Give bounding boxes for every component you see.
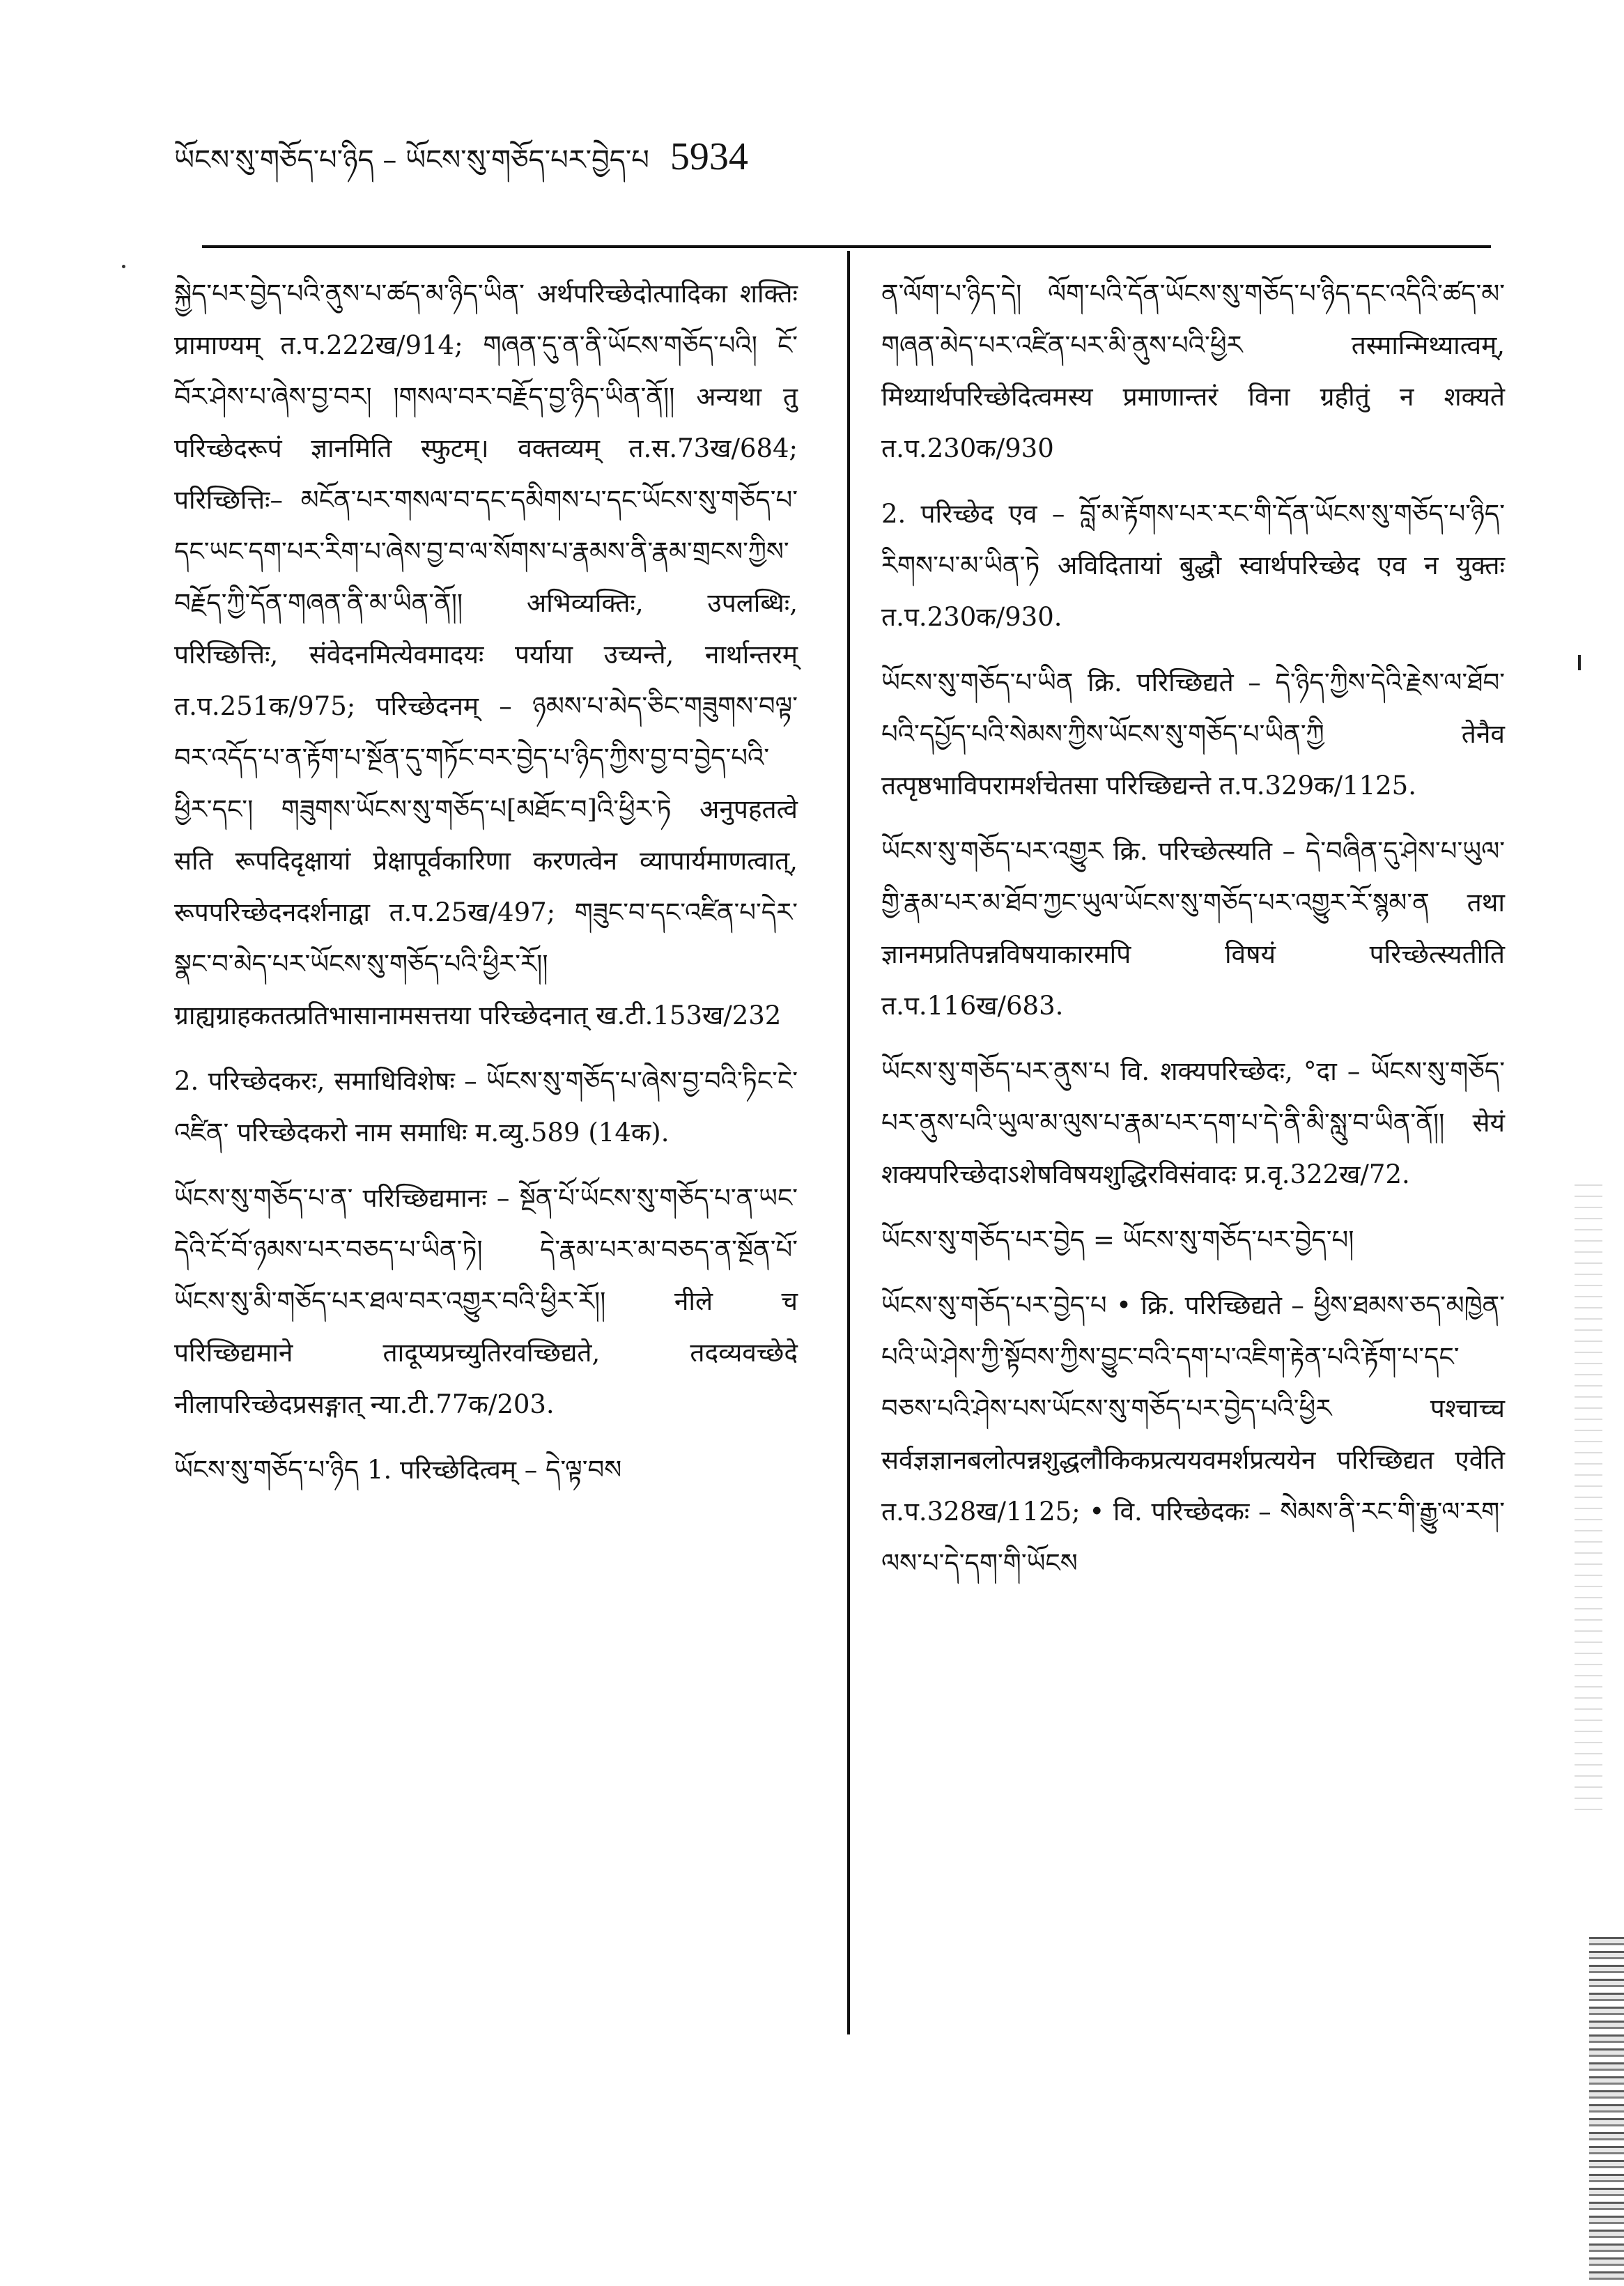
entry-paragraph: སྐྱེད་པར་བྱེད་པའི་ནུས་པ་ཚད་མ་ཉིད་ཡིན་ अर्थपरिच्छेदोत्पादिका शक्तिः प्रामाण्यम् त.प.222ख/914; གཞན་དུ་ན་ནི་ཡོངས་གཅོད་པའི། ངོ་བོར་ཤེས་པ་ཞེས་བྱ་བར། །གསལ་བར་བརྗོད་བྱ་ཉིད་ཡིན་ནོ།། अन्यथा तु परिच्छेदरूपं ज्ञानमिति स्फुटम्। वक्तव्यम् त.स.73ख/684; परिच्छित्तिः– མངོན་པར་གསལ་བ་དང་དམིགས་པ་དང་ཡོངས་སུ་གཅོད་པ་དང་ཡང་དག་པར་རིག་པ་ཞེས་བྱ་བ་ལ་སོགས་པ་རྣམས་ནི་རྣམ་གྲངས་ཀྱིས་བརྗོད་ཀྱི་དོན་གཞན་ནི་མ་ཡིན་ནོ།། अभिव्यक्तिः, उपलब्धिः, परिच्छित्तिः, संवेदनमित्येवमादयः पर्याया उच्यन्ते, नार्थान्तरम् त.प.251क/975; परिच्छेदनम् – ཉམས་པ་མེད་ཅིང་གཟུགས་བལྟ་བར་འདོད་པ་ན་རྟོག་པ་སྔོན་དུ་གཏོང་བར་བྱེད་པ་ཉིད་ཀྱིས་བྱ་བ་བྱེད་པའི་ཕྱིར་དང་། གཟུགས་ཡོངས་སུ་གཅོད་པ[མཐོང་བ]འི་ཕྱིར་ཏེ अनुपहतत्वे सति रूपदिदृक्षायां प्रेक्षापूर्वकारिणा करणत्वेन व्यापार्यमाणत्वात्, रूपपरिच्छेदनदर्शनाद्वा त.प.25ख/497; གཟུང་བ་དང་འཛིན་པ་དེར་སྣང་བ་མེད་པར་ཡོངས་སུ་གཅོད་པའི་ཕྱིར་རོ།། ग्राह्यग्राहकतत्प्रतिभासानामसत्तया परिच्छेदनात् ख.टी.153ख/232 <box>174 279 798 1030</box>
entry-paragraph: ཡོངས་སུ་གཅོད་པར་ནུས་པ वि. शक्यपरिच्छेदः, °दा – ཡོངས་སུ་གཅོད་པར་ནུས་པའི་ཡུལ་མ་ལུས་པ་རྣམ་པར་དག་པ་དེ་ནི་མི་སླུ་བ་ཡིན་ནོ།། सेयं शक्यपरिच्छेदाऽशेषविषयशुद्धिरविसंवादः प्र.वृ.322ख/72. <box>881 1056 1505 1189</box>
entry-paragraph: ཡོངས་སུ་གཅོད་པར་བྱེད = ཡོངས་སུ་གཅོད་པར་བྱེད་པ། <box>881 1225 1354 1255</box>
header-rule <box>202 245 1491 248</box>
margin-mark <box>1578 655 1581 670</box>
entry-paragraph: ཡོངས་སུ་གཅོད་པ་ཡིན क्रि. परिच्छिद्यते – དེ་ཉིད་ཀྱིས་དེའི་རྗེས་ལ་ཐོབ་པའི་དཔྱོད་པའི་སེམས་ཀྱིས་ཡོངས་སུ་གཅོད་པ་ཡིན་ཀྱི तेनैव तत्पृष्ठभाविपरामर्शचेतसा परिच्छिद्यन्ते त.प.329क/1125. <box>881 667 1505 801</box>
scan-edge-noise <box>1575 1184 1602 1812</box>
scan-edge-shadow <box>1589 1937 1624 2285</box>
entry-paragraph: 2. परिच्छेदकरः, समाधिविशेषः – ཡོངས་སུ་གཅོད་པ་ཞེས་བྱ་བའི་ཏིང་ངེ་འཛིན་ परिच्छेदकरो नाम समाधिः म.व्यु.589 (14क). <box>174 1066 798 1148</box>
entry-paragraph: 2. परिच्छेद एव – བློ་མ་རྟོགས་པར་རང་གི་དོན་ཡོངས་སུ་གཅོད་པ་ཉིད་རིགས་པ་མ་ཡིན་ཏེ अविदितायां बुद्धौ स्वार्थपरिच्छेद एव न युक्तः त.प.230क/930. <box>881 499 1505 632</box>
entry-paragraph: ན་ལོག་པ་ཉིད་དེ། ལོག་པའི་དོན་ཡོངས་སུ་གཅོད་པ་ཉིད་དང་འདིའི་ཚད་མ་གཞན་མེད་པར་འཛིན་པར་མི་ནུས་པའི་ཕྱིར तस्मान्मिथ्यात्वम्, मिथ्यार्थपरिच्छेदित्वमस्य प्रमाणान्तरं विना ग्रहीतुं न शक्यते त.प.230क/930 <box>881 279 1505 463</box>
speck-mark <box>122 265 125 268</box>
running-title: ཡོངས་སུ་གཅོད་པ་ཉིད – ཡོངས་སུ་གཅོད་པར་བྱེད་པ <box>174 144 649 176</box>
page-header <box>174 129 1150 185</box>
column-divider <box>847 251 850 2034</box>
right-column <box>881 268 1505 1603</box>
page-number: 5934 <box>670 135 748 178</box>
left-column <box>174 268 798 1510</box>
entry-paragraph: ཡོངས་སུ་གཅོད་པར་འགྱུར क्रि. परिच्छेत्स्यति – དེ་བཞིན་དུ་ཤེས་པ་ཡུལ་གྱི་རྣམ་པར་མ་ཐོབ་ཀྱང་ཡུལ་ཡོངས་སུ་གཅོད་པར་འགྱུར་རོ་སྙམ་ན तथा ज्ञानमप्रतिपन्नविषयाकारमपि विषयं परिच्छेत्स्यतीति त.प.116ख/683. <box>881 836 1505 1021</box>
entry-paragraph: ཡོངས་སུ་གཅོད་པ་ཉིད 1. परिच्छेदित्वम् – དེ་ལྟ་བས <box>174 1455 622 1485</box>
entry-paragraph: ཡོངས་སུ་གཅོད་པར་བྱེད་པ • क्रि. परिच्छिद्यते – ཕྱིས་ཐམས་ཅད་མཁྱེན་པའི་ཡེ་ཤེས་ཀྱི་སྟོབས་ཀྱིས་བྱུང་བའི་དག་པ་འཇིག་རྟེན་པའི་རྟོག་པ་དང་བཅས་པའི་ཤེས་པས་ཡོངས་སུ་གཅོད་པར་བྱེད་པའི་ཕྱིར पश्चाच्च सर्वज्ञज्ञानबलोत्पन्नशुद्धलौकिकप्रत्ययवमर्शप्रत्ययेन परिच्छिद्यत एवेति त.प.328ख/1125; • वि. परिच्छेदकः – སེམས་ནི་རང་གི་རྒྱུ་ལ་རག་ལས་པ་དེ་དག་གི་ཡོངས <box>881 1290 1505 1578</box>
entry-paragraph: ཡོངས་སུ་གཅོད་པ་ན་ परिच्छिद्यमानः – སྔོན་པོ་ཡོངས་སུ་གཅོད་པ་ན་ཡང་དེའི་ངོ་བོ་ཉམས་པར་བཅད་པ་ཡིན་ཏེ། དེ་རྣམ་པར་མ་བཅད་ན་སྔོན་པོ་ཡོངས་སུ་མི་གཅོད་པར་ཐལ་བར་འགྱུར་བའི་ཕྱིར་རོ།། नीले च परिच्छिद्यमाने तादूप्यप्रच्युतिरवच्छिद्यते, तदव्यवच्छेदे नीलापरिच्छेदप्रसङ्गात् न्या.टी.77क/203. <box>174 1183 798 1419</box>
